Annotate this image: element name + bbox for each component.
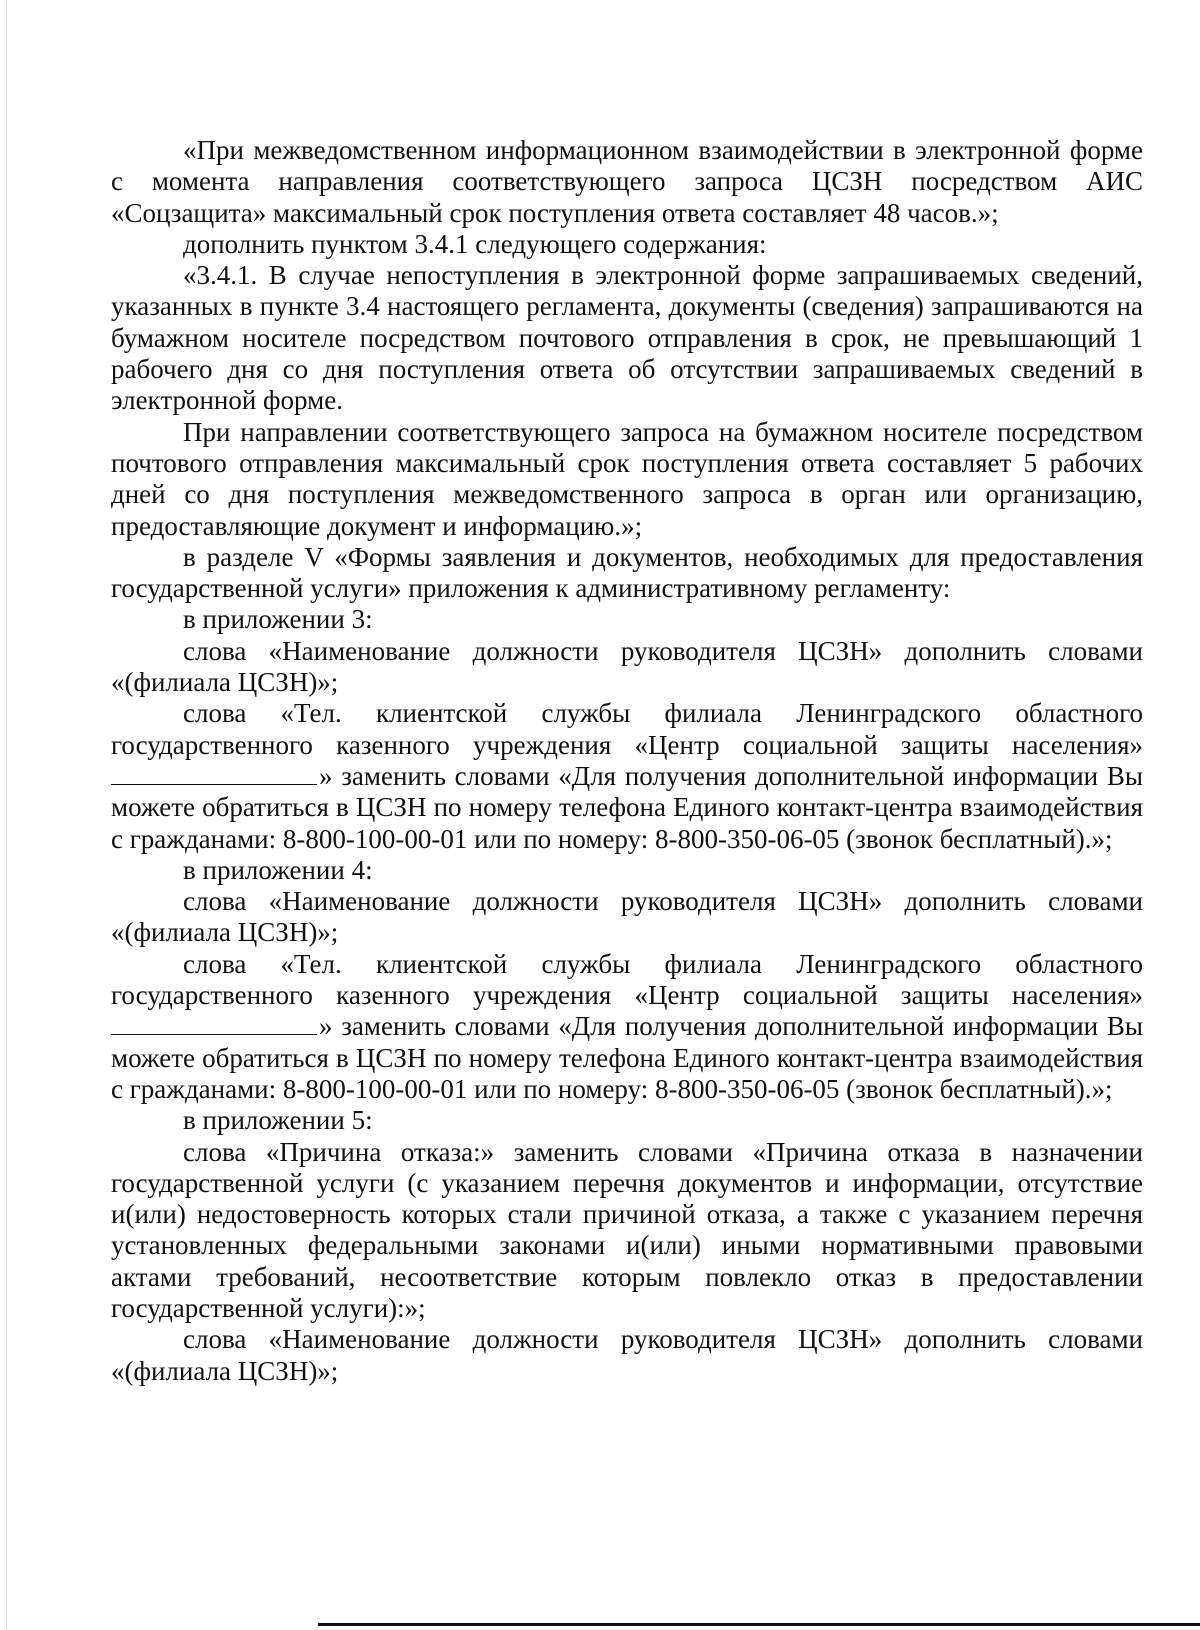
paragraph-interagency-electronic: «При межведомственном информационном взаимодействии в электронной форме с момента направления соответствующего запроса ЦСЗН посредством АИС «Соцзащита» максимальный срок поступления ответа составляет 48 часов.»; — [111, 135, 1143, 228]
phone-text-before-blank: слова «Тел. клиентской службы филиала Ленинградского областного государственного казенного учреждения «Центр социальной защиты населения» — [111, 698, 1143, 760]
blank-line — [111, 762, 317, 785]
blank-line — [111, 1012, 317, 1035]
phone-text-after-blank: » заменить словами «Для получения дополнительной информации Вы можете обратиться в ЦСЗН по номеру телефона Единого контакт-центра взаимодействия с гражданами: 8-800-100-00-01 или по номеру: 8-800-350-06-05 (звонок бесплатный).»; — [111, 760, 1143, 854]
paragraph-annex-3-position: слова «Наименование должности руководителя ЦСЗН» дополнить словами «(филиала ЦСЗН)»; — [111, 635, 1143, 698]
paragraph-add-clause: дополнить пунктом 3.4.1 следующего содержания: — [183, 228, 767, 259]
paragraph-clause-3-4-1: «3.4.1. В случае непоступления в электронной форме запрашиваемых сведений, указанных в пункте 3.4 настоящего регламента, документы (сведения) запрашиваются на бумажном носителе посредством почтового отправления в срок, не превышающий 1 рабочего дня со дня поступления ответа об отсутствии запрашиваемых сведений в электронной форме. — [111, 260, 1143, 416]
paragraph-annex-3-heading: в приложении 3: — [183, 604, 373, 635]
paragraph-section-v: в разделе V «Формы заявления и документов, необходимых для предоставления государственной услуги» приложения к административному регламенту: — [111, 541, 1143, 604]
document-body — [111, 135, 1143, 1387]
paragraph-annex-5-refusal: слова «Причина отказа:» заменить словами «Причина отказа в назначении государственной услуги (с указанием перечня документов и информации, отсутствие и(или) недостоверность которых стали причиной отказа, а также с указанием перечня установленных федеральными законами и(или) иными нормативными правовыми актами требований, несоответствие которым повлекло отказ в предоставлении государственной услуги):»; — [111, 1136, 1143, 1323]
phone-text-before-blank: слова «Тел. клиентской службы филиала Ленинградского областного государственного казенного учреждения «Центр социальной защиты населения» — [111, 948, 1143, 1011]
paragraph-annex-4-position: слова «Наименование должности руководителя ЦСЗН» дополнить словами «(филиала ЦСЗН)»; — [111, 886, 1143, 948]
paragraph-annex-4-phone — [111, 949, 1143, 1105]
paragraph-annex-5-heading: в приложении 5: — [183, 1105, 373, 1136]
paragraph-annex-5-position: слова «Наименование должности руководителя ЦСЗН» дополнить словами «(филиала ЦСЗН)»; — [111, 1324, 1143, 1386]
paragraph-paper-request: При направлении соответствующего запроса на бумажном носителе посредством почтового отправления максимальный срок поступления ответа составляет 5 рабочих дней со дня поступления межведомственного запроса в орган или организацию, предоставляющие документ и информацию.»; — [111, 416, 1143, 541]
scan-bottom-rule — [318, 1623, 1200, 1626]
phone-text-after-blank: » заменить словами «Для получения дополнительной информации Вы можете обратиться в ЦСЗН по номеру телефона Единого контакт-центра взаимодействия с гражданами: 8-800-100-00-01 или по номеру: 8-800-350-06-05 (звонок бесплатный).»; — [111, 1011, 1143, 1104]
paragraph-annex-3-phone — [111, 698, 1143, 854]
paragraph-annex-4-heading: в приложении 4: — [183, 854, 373, 885]
scan-left-edge — [6, 0, 7, 1630]
